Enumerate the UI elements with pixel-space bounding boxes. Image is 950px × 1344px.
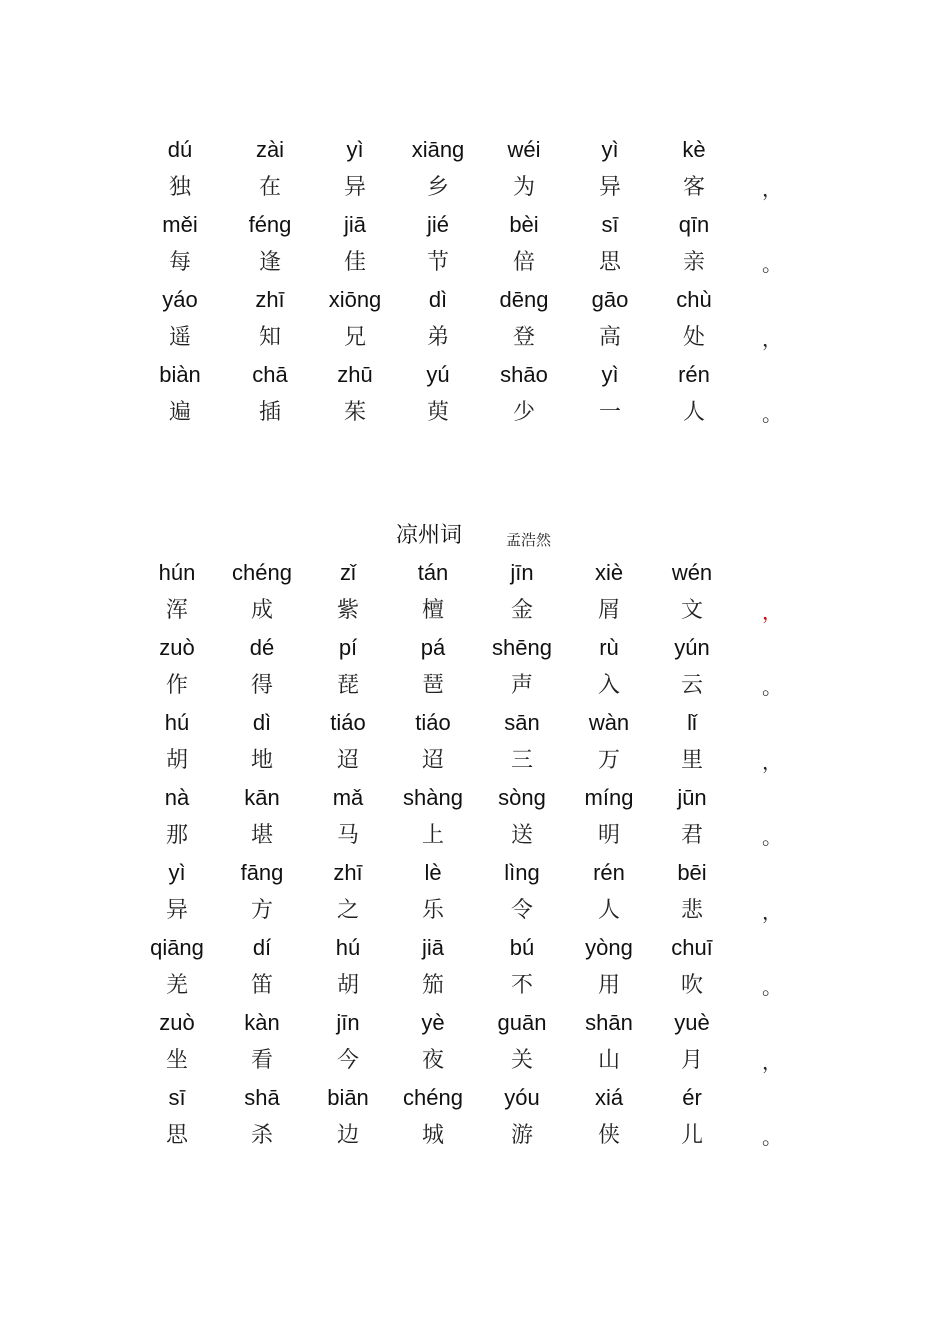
pinyin-syllable: yáo <box>162 287 198 312</box>
pinyin-syllable: zhū <box>337 362 373 387</box>
pinyin-syllable: dú <box>167 137 193 162</box>
pinyin-syllable: hún <box>158 560 196 585</box>
hanzi-character: 琵 <box>336 672 359 698</box>
hanzi-character: 在 <box>258 174 281 200</box>
hanzi-character: 羌 <box>165 972 188 998</box>
pinyin-syllable: jiā <box>343 212 366 237</box>
hanzi-character: 少 <box>512 399 535 425</box>
pinyin-syllable: rén <box>678 362 710 387</box>
hanzi-row <box>0 319 950 357</box>
hanzi-character: 胡 <box>165 747 188 773</box>
pinyin-syllable: fāng <box>240 860 284 885</box>
hanzi-row <box>0 742 950 780</box>
hanzi-character: 上 <box>421 822 444 848</box>
pinyin-syllable: yì <box>601 137 619 162</box>
pinyin-syllable: zǐ <box>340 560 356 585</box>
pinyin-syllable: tiáo <box>330 710 366 735</box>
pinyin-syllable: sī <box>601 212 619 237</box>
hanzi-character: 倍 <box>512 249 535 275</box>
pinyin-row <box>0 356 950 394</box>
punctuation-mark: ， <box>762 599 782 624</box>
pinyin-syllable: guān <box>497 1010 547 1035</box>
pinyin-syllable: biān <box>327 1085 369 1110</box>
pinyin-syllable: dì <box>252 710 272 735</box>
hanzi-character: 檀 <box>421 597 444 623</box>
hanzi-character: 遍 <box>168 399 191 425</box>
pinyin-row <box>0 704 950 742</box>
pinyin-syllable: tán <box>417 560 449 585</box>
pinyin-syllable: zhī <box>333 860 363 885</box>
punctuation-mark: 。 <box>762 674 782 699</box>
punctuation-mark: ， <box>762 1049 782 1074</box>
hanzi-character: 关 <box>510 1047 533 1073</box>
hanzi-character: 那 <box>165 822 188 848</box>
pinyin-syllable: kàn <box>244 1010 280 1035</box>
pinyin-row <box>0 131 950 169</box>
hanzi-character: 方 <box>250 897 273 923</box>
hanzi-character: 客 <box>682 174 705 200</box>
pinyin-syllable: yóu <box>504 1085 540 1110</box>
pinyin-row <box>0 281 950 319</box>
hanzi-character: 送 <box>510 822 533 848</box>
pinyin-syllable: chéng <box>232 560 292 585</box>
hanzi-character: 看 <box>250 1047 273 1073</box>
pinyin-syllable: dì <box>428 287 448 312</box>
hanzi-character: 高 <box>598 324 621 350</box>
pinyin-syllable: shàng <box>403 785 463 810</box>
pinyin-syllable: bú <box>509 935 535 960</box>
punctuation-mark: 。 <box>762 401 782 426</box>
hanzi-character: 三 <box>510 747 533 773</box>
hanzi-character: 之 <box>336 897 359 923</box>
hanzi-character: 月 <box>680 1047 703 1073</box>
pinyin-syllable: jié <box>426 212 449 237</box>
hanzi-character: 入 <box>597 672 620 698</box>
pinyin-syllable: zuò <box>159 1010 195 1035</box>
pinyin-syllable: yì <box>346 137 364 162</box>
hanzi-character: 令 <box>510 897 533 923</box>
pinyin-syllable: xiōng <box>328 287 382 312</box>
hanzi-character: 处 <box>682 324 705 350</box>
pinyin-syllable: yún <box>674 635 710 660</box>
hanzi-character: 堪 <box>250 822 273 848</box>
hanzi-character: 作 <box>165 672 188 698</box>
punctuation-mark: 。 <box>762 1124 782 1149</box>
pinyin-syllable: tiáo <box>415 710 451 735</box>
pinyin-syllable: sān <box>504 710 540 735</box>
hanzi-character: 萸 <box>426 399 449 425</box>
pinyin-syllable: lè <box>424 860 442 885</box>
pinyin-row <box>0 1004 950 1042</box>
pinyin-syllable: kān <box>244 785 280 810</box>
pinyin-syllable: lìng <box>504 860 540 885</box>
pinyin-syllable: bēi <box>677 860 707 885</box>
punctuation-mark: 。 <box>762 251 782 276</box>
pinyin-syllable: yuè <box>674 1010 710 1035</box>
hanzi-character: 乡 <box>426 174 449 200</box>
pinyin-syllable: sòng <box>498 785 546 810</box>
pinyin-syllable: wén <box>671 560 713 585</box>
hanzi-character: 杀 <box>250 1122 273 1148</box>
hanzi-row <box>0 667 950 705</box>
poem-title: 凉州词 <box>396 523 463 548</box>
pinyin-syllable: nà <box>164 785 190 810</box>
pinyin-syllable: qīn <box>678 212 710 237</box>
pinyin-syllable: shāo <box>500 362 548 387</box>
hanzi-character: 为 <box>512 174 535 200</box>
hanzi-character: 亲 <box>682 249 705 275</box>
hanzi-row <box>0 967 950 1005</box>
hanzi-character: 插 <box>258 399 281 425</box>
pinyin-syllable: pá <box>420 635 446 660</box>
hanzi-character: 悲 <box>680 897 703 923</box>
pinyin-syllable: rù <box>599 635 619 660</box>
pinyin-syllable: wéi <box>507 137 541 162</box>
hanzi-character: 山 <box>597 1047 620 1073</box>
hanzi-character: 里 <box>680 747 703 773</box>
hanzi-character: 茱 <box>343 399 366 425</box>
hanzi-character: 思 <box>165 1122 188 1148</box>
hanzi-character: 笳 <box>421 972 444 998</box>
hanzi-character: 迢 <box>421 747 444 773</box>
punctuation-mark: ， <box>762 749 782 774</box>
pinyin-syllable: zuò <box>159 635 195 660</box>
hanzi-character: 节 <box>426 249 449 275</box>
pinyin-syllable: zài <box>255 137 285 162</box>
hanzi-character: 紫 <box>336 597 359 623</box>
pinyin-syllable: dé <box>249 635 275 660</box>
pinyin-syllable: hú <box>164 710 190 735</box>
pinyin-syllable: shā <box>244 1085 280 1110</box>
pinyin-syllable: míng <box>584 785 634 810</box>
pinyin-syllable: shān <box>585 1010 633 1035</box>
pinyin-syllable: xiá <box>594 1085 624 1110</box>
hanzi-row <box>0 1117 950 1155</box>
hanzi-character: 云 <box>680 672 703 698</box>
poem-liangzhou-ci <box>0 554 950 1154</box>
hanzi-character: 用 <box>597 972 620 998</box>
hanzi-character: 明 <box>597 822 620 848</box>
hanzi-character: 坐 <box>165 1047 188 1073</box>
hanzi-character: 吹 <box>680 972 703 998</box>
pinyin-syllable: chéng <box>403 1085 463 1110</box>
hanzi-row <box>0 1042 950 1080</box>
hanzi-character: 屑 <box>597 597 620 623</box>
pinyin-syllable: gāo <box>591 287 629 312</box>
hanzi-character: 夜 <box>421 1047 444 1073</box>
hanzi-character: 乐 <box>421 897 444 923</box>
pinyin-syllable: rén <box>593 860 625 885</box>
pinyin-syllable: jīn <box>336 1010 360 1035</box>
hanzi-character: 金 <box>510 597 533 623</box>
pinyin-syllable: xiāng <box>411 137 465 162</box>
hanzi-character: 儿 <box>680 1122 703 1148</box>
hanzi-character: 马 <box>336 822 359 848</box>
punctuation-mark: ， <box>762 326 782 351</box>
pinyin-syllable: biàn <box>159 362 201 387</box>
poem-jiuyue-jiuri <box>0 131 950 431</box>
hanzi-character: 思 <box>598 249 621 275</box>
pinyin-syllable: chā <box>252 362 288 387</box>
hanzi-character: 遥 <box>168 324 191 350</box>
pinyin-syllable: shēng <box>492 635 552 660</box>
pinyin-row <box>0 779 950 817</box>
hanzi-character: 游 <box>510 1122 533 1148</box>
hanzi-character: 声 <box>510 672 533 698</box>
pinyin-syllable: jiā <box>421 935 444 960</box>
hanzi-row <box>0 817 950 855</box>
pinyin-syllable: chù <box>676 287 712 312</box>
hanzi-character: 兄 <box>343 324 366 350</box>
hanzi-character: 弟 <box>426 324 449 350</box>
hanzi-character: 人 <box>597 897 620 923</box>
pinyin-syllable: wàn <box>588 710 630 735</box>
pinyin-syllable: yì <box>601 362 619 387</box>
pinyin-row <box>0 1079 950 1117</box>
hanzi-character: 佳 <box>343 249 366 275</box>
hanzi-character: 侠 <box>597 1122 620 1148</box>
poem-author: 孟浩然 <box>506 531 552 549</box>
pinyin-syllable: měi <box>162 212 198 237</box>
pinyin-syllable: qiāng <box>150 935 204 960</box>
hanzi-character: 成 <box>250 597 273 623</box>
pinyin-syllable: dēng <box>499 287 549 312</box>
pinyin-syllable: bèi <box>509 212 539 237</box>
hanzi-character: 迢 <box>336 747 359 773</box>
hanzi-character: 胡 <box>336 972 359 998</box>
hanzi-character: 独 <box>168 174 191 200</box>
pinyin-syllable: jīn <box>510 560 534 585</box>
pinyin-syllable: dí <box>252 935 272 960</box>
pinyin-syllable: chuī <box>671 935 713 960</box>
pinyin-syllable: mǎ <box>332 785 364 810</box>
hanzi-row <box>0 244 950 282</box>
pinyin-syllable: yì <box>168 860 186 885</box>
pinyin-syllable: féng <box>248 212 292 237</box>
hanzi-character: 浑 <box>165 597 188 623</box>
pinyin-row <box>0 206 950 244</box>
hanzi-character: 每 <box>168 249 191 275</box>
hanzi-character: 得 <box>250 672 273 698</box>
pinyin-syllable: jūn <box>677 785 707 810</box>
punctuation-mark: 。 <box>762 824 782 849</box>
hanzi-character: 知 <box>258 324 281 350</box>
hanzi-row <box>0 892 950 930</box>
hanzi-character: 登 <box>512 324 535 350</box>
hanzi-character: 城 <box>421 1122 444 1148</box>
hanzi-character: 万 <box>597 747 620 773</box>
hanzi-character: 一 <box>598 399 621 425</box>
pinyin-syllable: yú <box>426 362 450 387</box>
punctuation-mark: ， <box>762 176 782 201</box>
poem-header <box>0 518 950 554</box>
hanzi-character: 逢 <box>258 249 281 275</box>
hanzi-character: 文 <box>680 597 703 623</box>
pinyin-row <box>0 929 950 967</box>
pinyin-syllable: lǐ <box>687 710 697 735</box>
hanzi-character: 君 <box>680 822 703 848</box>
punctuation-mark: 。 <box>762 974 782 999</box>
hanzi-row <box>0 592 950 630</box>
hanzi-character: 异 <box>165 897 188 923</box>
hanzi-character: 边 <box>336 1122 359 1148</box>
hanzi-row <box>0 394 950 432</box>
hanzi-character: 今 <box>336 1047 359 1073</box>
hanzi-character: 异 <box>343 174 366 200</box>
pinyin-row <box>0 629 950 667</box>
hanzi-character: 笛 <box>250 972 273 998</box>
pinyin-syllable: hú <box>335 935 361 960</box>
punctuation-mark: ， <box>762 899 782 924</box>
hanzi-row <box>0 169 950 207</box>
pinyin-syllable: sī <box>168 1085 186 1110</box>
pinyin-syllable: yè <box>421 1010 445 1035</box>
pinyin-syllable: zhī <box>255 287 285 312</box>
hanzi-character: 琶 <box>421 672 444 698</box>
pinyin-syllable: kè <box>682 137 706 162</box>
hanzi-character: 异 <box>598 174 621 200</box>
pinyin-syllable: pí <box>338 635 358 660</box>
hanzi-character: 人 <box>682 399 705 425</box>
pinyin-syllable: yòng <box>585 935 633 960</box>
hanzi-character: 地 <box>250 747 273 773</box>
pinyin-row <box>0 554 950 592</box>
pinyin-syllable: ér <box>682 1085 702 1110</box>
hanzi-character: 不 <box>510 972 533 998</box>
pinyin-row <box>0 854 950 892</box>
pinyin-syllable: xiè <box>594 560 624 585</box>
